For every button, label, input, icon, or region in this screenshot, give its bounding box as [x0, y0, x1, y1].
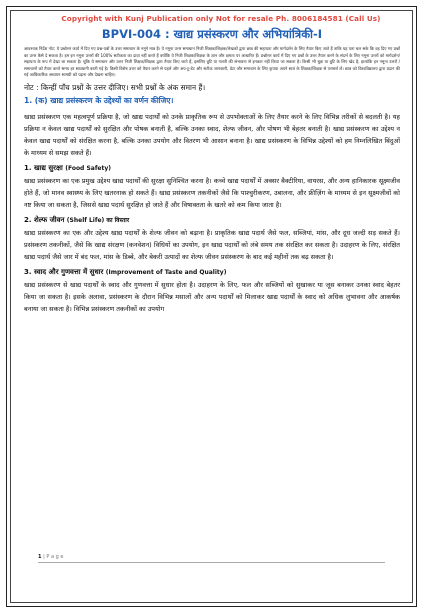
intro-paragraph: खाद्य प्रसंस्करण एक महत्वपूर्ण प्रक्रिया है, जो खाद्य पदार्थों को उनके प्राकृतिक रूप से उपभोक्ताओं के लिए तैयार करने के लिए विभिन्न तरीकों से बदलती है। यह प्रक्रिया न केवल खाद्य पदार्थों को सुरक्षित और पोषक बनाती है, बल्कि उनका स्वाद, शेल्फ जीवन, और पोषण भी बेहतर बनाती है। खाद्य प्रसंस्करण का उद्देश्य न केवल खाद्य पदार्थों को संरक्षित करना है, बल्कि उनका उपयोग और वितरण भी आसान बनाना है। खाद्य प्रसंस्करण के विभिन्न उद्देश्यों को हम निम्नलिखित बिंदुओं के माध्यम से समझ सकते हैं।: [24, 112, 400, 157]
section-heading-english: (Shelf Life) का विस्तार: [66, 216, 130, 224]
page-number: 1: [38, 554, 42, 560]
page-label: | P a g e: [43, 554, 64, 560]
section-heading-text: 1. खाद्य सुरक्षा: [24, 163, 63, 172]
section-heading-shelf-life: [24, 216, 400, 225]
page-content: [24, 14, 400, 315]
section-heading-text: 2. शेल्फ जीवन: [24, 215, 65, 224]
section-body-taste-quality: खाद्य प्रसंस्करण से खाद्य पदार्थों के स्वाद और गुणवत्ता में सुधार होता है। उदाहरण के लिए, फल और सब्जियों को सुखाकर या जूस बनाकर उनका स्वाद बेहतर किया जा सकता है। इसके अलावा, प्रसंस्करण के दौरान विभिन्न मसालों और अन्य पदार्थों को मिलाकर खाद्य पदार्थों के स्वाद को अधिक लुभावना और आकर्षक बनाया जा सकता है। विभिन्न प्रसंस्करण तकनीकों का उपयोग: [24, 280, 400, 313]
section-heading-taste-quality: [24, 268, 400, 277]
instructions-paragraph: आवश्यक निर्देश नोट: ये प्रश्नोत्तर कार्य में दिए गए प्रश्न-पत्रों के उत्तर समाधान के नमूने मात्र हैं। ये नमूना उत्तर समाधान निजी शिक्षक/शिक्षक/लेखकों द्वारा छात्र की सहायता और मार्गदर्शन के लिए तैयार किए जाते हैं ताकि यह पता चल सके कि वह दिए गए प्रश्नों का उत्तर कैसे दे सकता है। हम इन नमूना उत्तरों की 100% सटीकता का दावा नहीं करते हैं क्योंकि ये निजी शिक्षक/शिक्षक के ज्ञान और क्षमता पर आधारित हैं। प्रश्नोत्तर कार्य में दिए गए प्रश्नों के उत्तर तैयार करने के संदर्भ के लिए नमूना उत्तरों को मार्गदर्शन/सहायता के रूप में देखा जा सकता है। चूंकि ये समाधान और उत्तर निजी शिक्षक/शिक्षक द्वारा तैयार किए जाते हैं, इसलिए त्रुटि या गलती की संभावना से इनकार नहीं किया जा सकता है। किसी भी चूक या त्रुटि के लिए खेद है, हालांकि इन नमूना उत्तरों / समाधानों को तैयार करते समय हर सावधानी बरती गई है। किसी विशेष उत्तर को तैयार करने से पहले और अप-टू-डेट और सटीक जानकारी, डेटा और समाधान के लिए कृपया अपने स्वयं के शिक्षक/शिक्षक से परामर्श लें। छात्र को विश्वविद्यालय द्वारा प्रदान की गई आधिकारिक अध्ययन सामग्री को पढ़ना और देखना चाहिए।: [24, 46, 400, 78]
page-footer: [38, 554, 385, 563]
section-body-shelf-life: खाद्य प्रसंस्करण का एक और उद्देश्य खाद्य पदार्थों के शेल्फ जीवन को बढ़ाना है। प्राकृतिक खाद्य पदार्थ जैसे फल, सब्जियां, मांस, और दूध जल्दी सड़ सकते हैं। प्रसंस्करण तकनीकों, जैसे कि खाद्य संरक्षण (कनवेशन) विधियों का उपयोग, इन खाद्य पदार्थों को लंबे समय तक संरक्षित कर सकता है। उदाहरण के लिए, संरक्षित खाद्य पदार्थ जैसे जार में बंद फल, मांस के डिब्बे, और बेकरी उत्पादों का शेल्फ जीवन प्रसंस्करण के बाद कई महीनों तक बढ़ सकता है।: [24, 228, 400, 261]
section-body-food-safety: खाद्य प्रसंस्करण का एक प्रमुख उद्देश्य खाद्य पदार्थों की सुरक्षा सुनिश्चित करना है। कच्चे खाद्य पदार्थों में अक्सर बैक्टीरिया, वायरस, और अन्य हानिकारक सूक्ष्मजीव होते हैं, जो मानव स्वास्थ्य के लिए खतरनाक हो सकते हैं। खाद्य प्रसंस्करण तकनीकों जैसे कि पाश्चुरीकरण, उबालना, और फ्रीज़िंग के माध्यम से इन सूक्ष्मजीवों को नष्ट किया जा सकता है, जिससे खाद्य पदार्थ सुरक्षित हो जाते हैं और विषाक्तता के खतरे को कम किया जाता है।: [24, 176, 400, 209]
document-title: BPVI-004 : खाद्य प्रसंस्करण और अभियांत्रिकी-I: [101, 27, 323, 41]
exam-note: नोट : किन्हीं पाँच प्रश्नों के उत्तर दीजिए। सभी प्रश्नों के अंक समान हैं।: [24, 82, 206, 92]
section-heading-food-safety: [24, 164, 400, 173]
section-heading-english: (Improvement of Taste and Quality): [105, 268, 227, 276]
section-heading-english: (Food Safety): [65, 164, 112, 172]
copyright-watermark: Copyright with Kunj Publication only Not for resale Ph. 8006184581 (Call Us): [61, 14, 381, 23]
section-heading-text: 3. स्वाद और गुणवत्ता में सुधार: [24, 267, 104, 276]
question-heading: 1. (क) खाद्य प्रसंस्करण के उद्देश्यों का वर्णन कीजिए।: [24, 95, 174, 105]
